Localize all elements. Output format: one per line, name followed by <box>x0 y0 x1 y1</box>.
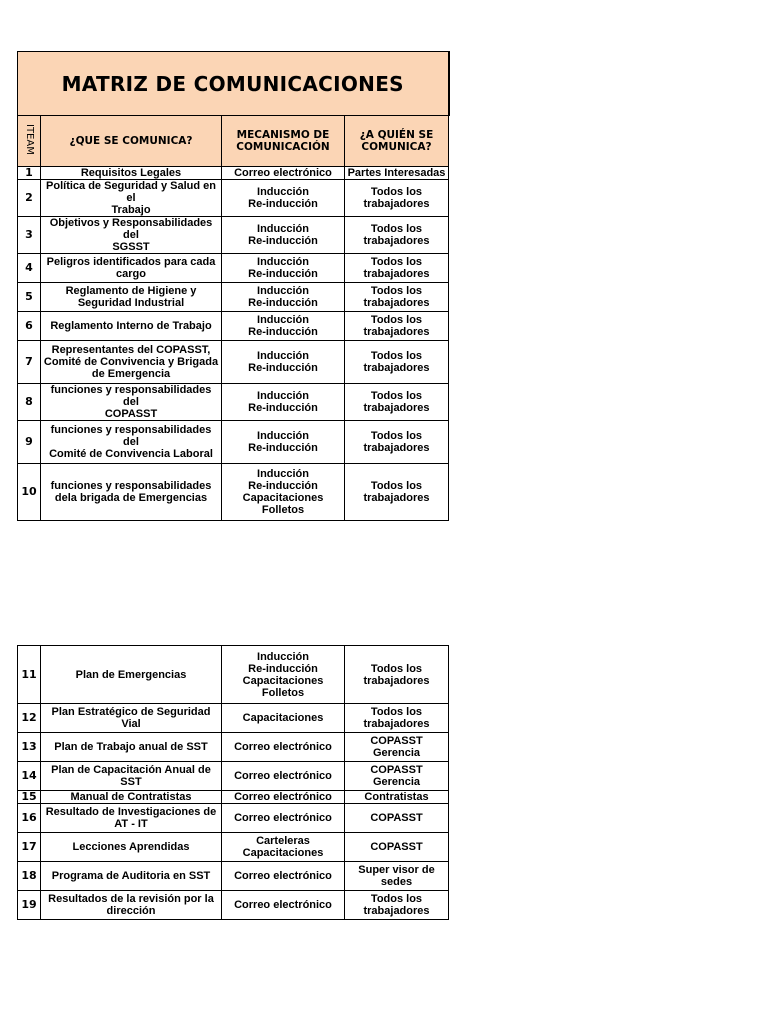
table-row <box>18 283 449 312</box>
mecanismo-cell: Correo electrónico <box>222 862 345 891</box>
item-number-cell: 4 <box>18 254 41 283</box>
a-quien-cell: Todos los trabajadores <box>345 254 449 283</box>
que-se-comunica-cell: Representantes del COPASST, Comité de Convivencia y Brigada de Emergencia <box>41 341 222 384</box>
item-number-cell: 8 <box>18 384 41 421</box>
mecanismo-cell: Inducción Re-inducción <box>222 180 345 217</box>
a-quien-cell: Todos los trabajadores <box>345 341 449 384</box>
que-se-comunica-cell: funciones y responsabilidades del Comité de Convivencia Laboral <box>41 421 222 464</box>
mecanismo-cell: Correo electrónico <box>222 762 345 791</box>
table-row <box>18 384 449 421</box>
table-row <box>18 733 449 762</box>
item-number-cell: 15 <box>18 791 41 804</box>
table-row <box>18 791 449 804</box>
que-se-comunica-cell: Política de Seguridad y Salud en el Trabajo <box>41 180 222 217</box>
a-quien-cell: Todos los trabajadores <box>345 384 449 421</box>
mecanismo-cell: Inducción Re-inducción Capacitaciones Folletos <box>222 464 345 521</box>
que-se-comunica-cell: Objetivos y Responsabilidades del SGSST <box>41 217 222 254</box>
mecanismo-cell: Inducción Re-inducción <box>222 384 345 421</box>
que-se-comunica-cell: Lecciones Aprendidas <box>41 833 222 862</box>
a-quien-cell: Todos los trabajadores <box>345 891 449 920</box>
header-mecanismo: MECANISMO DE COMUNICACIÓN <box>222 116 345 167</box>
item-number-cell: 1 <box>18 167 41 180</box>
mecanismo-cell: Correo electrónico <box>222 891 345 920</box>
item-number-cell: 17 <box>18 833 41 862</box>
a-quien-cell: Todos los trabajadores <box>345 217 449 254</box>
que-se-comunica-cell: Resultados de la revisión por la dirección <box>41 891 222 920</box>
mecanismo-cell: Inducción Re-inducción <box>222 341 345 384</box>
table-row <box>18 167 449 180</box>
item-number-cell: 16 <box>18 804 41 833</box>
a-quien-cell: COPASST <box>345 804 449 833</box>
table-row <box>18 312 449 341</box>
table-row <box>18 891 449 920</box>
a-quien-cell: Todos los trabajadores <box>345 464 449 521</box>
header-item-label: ITEAM <box>24 124 35 155</box>
a-quien-cell: COPASST <box>345 833 449 862</box>
table-row <box>18 646 449 704</box>
header-a-quien: ¿A QUIÉN SE COMUNICA? <box>345 116 449 167</box>
header-que-se-comunica: ¿QUE SE COMUNICA? <box>41 116 222 167</box>
que-se-comunica-cell: Plan Estratégico de Seguridad Vial <box>41 704 222 733</box>
mecanismo-cell: Correo electrónico <box>222 791 345 804</box>
a-quien-cell: Super visor de sedes <box>345 862 449 891</box>
que-se-comunica-cell: Reglamento de Higiene y Seguridad Industrial <box>41 283 222 312</box>
item-number-cell: 5 <box>18 283 41 312</box>
item-number-cell: 12 <box>18 704 41 733</box>
que-se-comunica-cell: funciones y responsabilidades dela brigada de Emergencias <box>41 464 222 521</box>
item-number-cell: 19 <box>18 891 41 920</box>
mecanismo-cell: Inducción Re-inducción Capacitaciones Folletos <box>222 646 345 704</box>
que-se-comunica-cell: Peligros identificados para cada cargo <box>41 254 222 283</box>
a-quien-cell: Todos los trabajadores <box>345 312 449 341</box>
item-number-cell: 6 <box>18 312 41 341</box>
header-item <box>18 116 41 167</box>
que-se-comunica-cell: Requisitos Legales <box>41 167 222 180</box>
a-quien-cell: COPASST Gerencia <box>345 733 449 762</box>
a-quien-cell: COPASST Gerencia <box>345 762 449 791</box>
a-quien-cell: Todos los trabajadores <box>345 180 449 217</box>
que-se-comunica-cell: Programa de Auditoria en SST <box>41 862 222 891</box>
mecanismo-cell: Capacitaciones <box>222 704 345 733</box>
mecanismo-cell: Carteleras Capacitaciones <box>222 833 345 862</box>
table-row <box>18 341 449 384</box>
item-number-cell: 18 <box>18 862 41 891</box>
table-row <box>18 180 449 217</box>
table-row <box>18 421 449 464</box>
mecanismo-cell: Inducción Re-inducción <box>222 421 345 464</box>
communications-matrix-table-continued <box>17 645 449 920</box>
item-number-cell: 2 <box>18 180 41 217</box>
que-se-comunica-cell: Plan de Emergencias <box>41 646 222 704</box>
item-number-cell: 7 <box>18 341 41 384</box>
mecanismo-cell: Inducción Re-inducción <box>222 312 345 341</box>
a-quien-cell: Contratistas <box>345 791 449 804</box>
item-number-cell: 13 <box>18 733 41 762</box>
que-se-comunica-cell: Plan de Trabajo anual de SST <box>41 733 222 762</box>
table-row <box>18 862 449 891</box>
table-row <box>18 833 449 862</box>
a-quien-cell: Todos los trabajadores <box>345 421 449 464</box>
matrix-title: MATRIZ DE COMUNICACIONES <box>18 52 449 116</box>
que-se-comunica-cell: funciones y responsabilidades del COPASST <box>41 384 222 421</box>
table-row <box>18 704 449 733</box>
mecanismo-cell: Inducción Re-inducción <box>222 217 345 254</box>
item-number-cell: 14 <box>18 762 41 791</box>
mecanismo-cell: Correo electrónico <box>222 733 345 762</box>
mecanismo-cell: Correo electrónico <box>222 167 345 180</box>
a-quien-cell: Todos los trabajadores <box>345 704 449 733</box>
table-row <box>18 464 449 521</box>
table-row <box>18 804 449 833</box>
table-row <box>18 254 449 283</box>
table-row <box>18 217 449 254</box>
que-se-comunica-cell: Manual de Contratistas <box>41 791 222 804</box>
item-number-cell: 10 <box>18 464 41 521</box>
item-number-cell: 3 <box>18 217 41 254</box>
table-row <box>18 762 449 791</box>
item-number-cell: 9 <box>18 421 41 464</box>
a-quien-cell: Todos los trabajadores <box>345 283 449 312</box>
communications-matrix-table <box>17 51 450 521</box>
que-se-comunica-cell: Reglamento Interno de Trabajo <box>41 312 222 341</box>
mecanismo-cell: Correo electrónico <box>222 804 345 833</box>
item-number-cell: 11 <box>18 646 41 704</box>
que-se-comunica-cell: Plan de Capacitación Anual de SST <box>41 762 222 791</box>
mecanismo-cell: Inducción Re-inducción <box>222 254 345 283</box>
que-se-comunica-cell: Resultado de Investigaciones de AT - IT <box>41 804 222 833</box>
a-quien-cell: Partes Interesadas <box>345 167 449 180</box>
a-quien-cell: Todos los trabajadores <box>345 646 449 704</box>
mecanismo-cell: Inducción Re-inducción <box>222 283 345 312</box>
